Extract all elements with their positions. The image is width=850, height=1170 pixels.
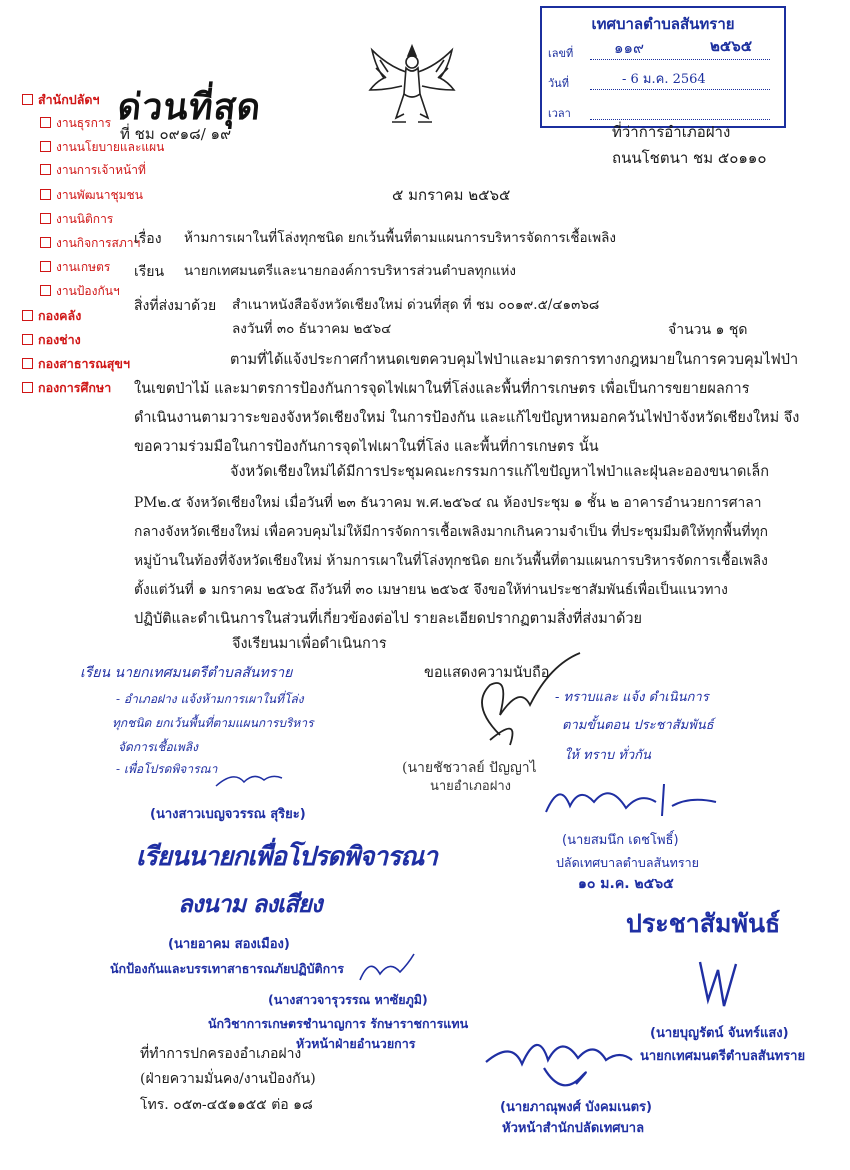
pr-stamp: ประชาสัมพันธ์ bbox=[626, 909, 781, 938]
sig4-scribble bbox=[540, 772, 720, 824]
note-right-line1: - ทราบและ แจ้ง ดำเนินการ bbox=[555, 690, 709, 705]
routing-item-label: งานการเจ้าหน้าที่ bbox=[56, 163, 146, 177]
routing-item bbox=[40, 186, 143, 205]
routing-item-label: กองสาธารณสุขฯ bbox=[38, 356, 130, 371]
routing-item-label: งานนโยบายและแผน bbox=[56, 140, 165, 154]
routing-item bbox=[22, 330, 81, 350]
signer-title: นายอำเภอฝาง bbox=[430, 779, 511, 794]
footer-unit: (ฝ่ายความมั่นคง/งานป้องกัน) bbox=[140, 1071, 316, 1087]
stamp-no-value: ๑๑๙ bbox=[614, 39, 645, 57]
sig1-scribble bbox=[214, 768, 284, 790]
note-right-line2: ตามขั้นตอน ประชาสัมพันธ์ bbox=[562, 718, 714, 733]
checkbox-icon bbox=[22, 358, 33, 369]
routing-item-label: งานธุรการ bbox=[56, 116, 112, 130]
paragraph2-line3: กลางจังหวัดเชียงใหม่ เพื่อควบคุมไม่ให้มีการจัดการเชื้อเพลิงมากเกินความจำเป็น ที่ประชุมมีมติให้ทุกพื้นที่ทุก bbox=[134, 524, 768, 540]
stamp-org: เทศบาลตำบลสันทราย bbox=[591, 15, 735, 33]
sig5-title: นายกเทศมนตรีตำบลสันทราย bbox=[640, 1049, 806, 1064]
routing-item-label: กองการศึกษา bbox=[38, 380, 112, 395]
checkbox-icon bbox=[40, 141, 51, 152]
receipt-stamp bbox=[540, 6, 786, 128]
routing-item-label: กองช่าง bbox=[38, 332, 81, 347]
routing-item bbox=[40, 210, 113, 229]
routing-item bbox=[40, 282, 120, 301]
checkbox-icon bbox=[40, 285, 51, 296]
stamp-date-value: - 6 ม.ค. 2564 bbox=[622, 72, 706, 87]
checkbox-icon bbox=[40, 117, 51, 128]
sig2-title: นักป้องกันและบรรเทาสาธารณภัยปฏิบัติการ bbox=[110, 961, 344, 976]
note-right-line3: ให้ ทราบ ทั่วกัน bbox=[564, 748, 651, 763]
enclosure-line2: ลงวันที่ ๓๐ ธันวาคม ๒๕๖๔ bbox=[232, 321, 392, 337]
sig5-name: (นายบุญรัตน์ จันทร์แสง) bbox=[650, 1026, 789, 1041]
note-left-line5: - เพื่อโปรดพิจารณา bbox=[116, 762, 218, 776]
footer-tel: โทร. ๐๕๓-๔๕๑๑๕๕ ต่อ ๑๘ bbox=[140, 1097, 313, 1113]
paragraph2-line6: ปฏิบัติและดำเนินการในส่วนที่เกี่ยวข้องต่อไป รายละเอียดปรากฏตามสิ่งที่ส่งมาด้วย bbox=[134, 611, 643, 627]
signer-name: (นายชัชวาลย์ ปัญญาไ bbox=[402, 760, 537, 776]
sig3-name: (นางสาวจารุวรรณ หาซัยภูมิ) bbox=[268, 992, 428, 1007]
paragraph1-line4: ขอความร่วมมือในการป้องกันการจุดไฟเผาในที่โล่ง และพื้นที่การเกษตร นั้น bbox=[134, 439, 599, 455]
sig4-name: (นายสมนึก เดชโพธิ์) bbox=[562, 833, 679, 848]
paragraph2-line4: หมู่บ้านในท้องที่จังหวัดเชียงใหม่ ห้ามการเผาในที่โล่งทุกชนิด ยกเว้นพื้นที่ตามแผนการบริหารจัดการเชื้อเพลิง bbox=[134, 553, 768, 569]
routing-item bbox=[40, 258, 110, 277]
subject-text: ห้ามการเผาในที่โล่งทุกชนิด ยกเว้นพื้นที่ตามแผนการบริหารจัดการเชื้อเพลิง bbox=[184, 230, 616, 246]
subject-label: เรื่อง bbox=[134, 231, 162, 247]
office-line1: ที่ว่าการอำเภอฝาง bbox=[612, 123, 731, 141]
paragraph2-line5: ตั้งแต่วันที่ ๑ มกราคม ๒๕๖๕ ถึงวันที่ ๓๐ เมษายน ๒๕๖๕ จึงขอให้ท่านประชาสัมพันธ์เพื่อเป็นแนวทาง bbox=[134, 582, 728, 598]
routing-item bbox=[22, 354, 130, 374]
sig1-name: (นางสาวเบญจวรรณ สุริยะ) bbox=[150, 807, 306, 822]
checkbox-icon bbox=[22, 310, 33, 321]
routing-item bbox=[22, 378, 111, 398]
routing-item-label: งานป้องกันฯ bbox=[56, 284, 120, 298]
sig5-scribble bbox=[690, 956, 750, 1016]
document-date: ๕ มกราคม ๒๕๖๕ bbox=[392, 186, 511, 204]
note-left-line1: เรียน นายกเทศมนตรีตำบลสันทราย bbox=[80, 665, 293, 681]
regards-line: ขอแสดงความนับถือ bbox=[424, 665, 550, 681]
sig6-name: (นายภาณุพงศ์ บังคมเนตร) bbox=[500, 1100, 652, 1115]
sig4-title: ปลัดเทศบาลตำบลสันทราย bbox=[556, 855, 699, 870]
sig6-scribble bbox=[482, 1014, 642, 1104]
note-left-line2: - อำเภอฝาง แจ้งห้ามการเผาในที่โล่ง bbox=[116, 692, 304, 706]
office-line2: ถนนโชตนา ชม ๕๐๑๑๐ bbox=[612, 149, 767, 167]
note-left-line3: ทุกชนิด ยกเว้นพื้นที่ตามแผนการบริหาร bbox=[112, 716, 314, 730]
checkbox-icon bbox=[40, 164, 51, 175]
paragraph1-line1: ตามที่ได้แจ้งประกาศกำหนดเขตควบคุมไฟป่าและมาตรการทางกฎหมายในการควบคุมไฟป่า bbox=[230, 352, 799, 368]
stamp-no-label: เลขที่ bbox=[548, 47, 574, 60]
routing-item bbox=[22, 306, 81, 326]
checkbox-icon bbox=[22, 382, 33, 393]
routing-item-label: งานกิจการสภาฯ bbox=[56, 236, 141, 250]
sig4-date: ๑๐ ม.ค. ๒๕๖๕ bbox=[578, 876, 674, 892]
note-left-line4: จัดการเชื้อเพลิง bbox=[118, 740, 198, 754]
paragraph2-line2: PM๒.๕ จังหวัดเชียงใหม่ เมื่อวันที่ ๒๓ ธันวาคม พ.ศ.๒๕๖๔ ณ ห้องประชุม ๑ ชั้น ๒ อาคารอำนวยการศาลา bbox=[134, 495, 762, 511]
document-number: ที่ ชม ๐๙๑๘/ ๑๙ bbox=[120, 125, 232, 143]
routing-item bbox=[40, 161, 146, 180]
stamp-time-label: เวลา bbox=[548, 107, 571, 120]
note-mid-line1: เรียนนายกเพื่อโปรดพิจารณา bbox=[136, 842, 437, 872]
enclosure-label: สิ่งที่ส่งมาด้วย bbox=[134, 298, 217, 314]
enclosure-line1: สำเนาหนังสือจังหวัดเชียงใหม่ ด่วนที่สุด ที่ ชม ๐๐๑๙.๕/๔๑๓๖๘ bbox=[232, 297, 600, 313]
paragraph2-line1: จังหวัดเชียงใหม่ได้มีการประชุมคณะกรรมการแก้ไขปัญหาไฟป่าและฝุ่นละอองขนาดเล็ก bbox=[230, 464, 770, 480]
routing-item-label: งานพัฒนาชุมชน bbox=[56, 188, 143, 202]
stamp-date-label: วันที่ bbox=[548, 77, 569, 90]
routing-item-label: กองคลัง bbox=[38, 308, 82, 323]
enclosure-quantity: จำนวน ๑ ชุด bbox=[668, 322, 748, 338]
closing-line: จึงเรียนมาเพื่อดำเนินการ bbox=[232, 636, 387, 652]
checkbox-icon bbox=[40, 213, 51, 224]
routing-item bbox=[40, 234, 140, 253]
to-text: นายกเทศมนตรีและนายกองค์การบริหารส่วนตำบลทุกแห่ง bbox=[184, 263, 517, 279]
routing-item-label: งานนิติการ bbox=[56, 212, 114, 226]
checkbox-icon bbox=[40, 189, 51, 200]
footer-office: ที่ทำการปกครองอำเภอฝาง bbox=[140, 1046, 302, 1062]
checkbox-icon bbox=[22, 334, 33, 345]
stamp-time-line bbox=[590, 118, 770, 120]
paragraph1-line2: ในเขตป่าไม้ และมาตรการป้องกันการจุดไฟเผาในที่โล่งและพื้นที่การเกษตร เพื่อเป็นการขยายผลการ bbox=[134, 381, 750, 397]
sig3-title2: หัวหน้าฝ่ายอำนวยการ bbox=[296, 1036, 416, 1051]
garuda-emblem-icon bbox=[362, 38, 462, 138]
routing-item bbox=[22, 90, 100, 110]
routing-item bbox=[40, 114, 111, 133]
sig6-title: หัวหน้าสำนักปลัดเทศบาล bbox=[502, 1121, 645, 1136]
sig3-title1: นักวิชาการเกษตรชำนาญการ รักษาราชการแทน bbox=[208, 1016, 469, 1031]
checkbox-icon bbox=[40, 261, 51, 272]
sig3-scribble bbox=[356, 950, 416, 990]
urgency-mark: ด่วนที่สุด bbox=[115, 87, 264, 128]
sig2-name: (นายอาคม สองเมือง) bbox=[168, 937, 290, 952]
to-label: เรียน bbox=[134, 264, 165, 280]
stamp-year-value: ๒๕๖๕ bbox=[710, 37, 753, 55]
routing-item-label: งานเกษตร bbox=[56, 260, 111, 274]
checkbox-icon bbox=[40, 237, 51, 248]
routing-item-label: สำนักปลัดฯ bbox=[38, 92, 100, 107]
note-mid-line2: ลงนาม ลงเสียง bbox=[178, 889, 322, 918]
checkbox-icon bbox=[22, 94, 33, 105]
paragraph1-line3: ดำเนินงานตามวาระของจังหวัดเชียงใหม่ ในการป้องกัน และแก้ไขปัญหาหมอกควันไฟป่าจังหวัดเชียงใหม่ จึง bbox=[134, 410, 800, 426]
